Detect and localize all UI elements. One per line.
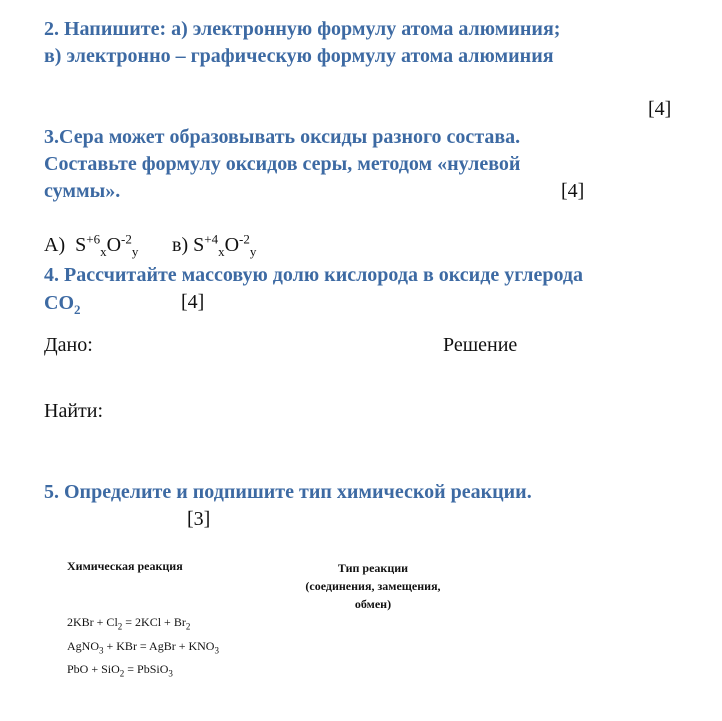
formula-a-idx1: x [100,244,107,259]
q4-co2-sub: 2 [74,302,81,317]
reaction-row-3: PbO + SiO$_2$ = PbSiO$_3$ [67,662,173,679]
q2-line2: в) электронно – графическую формулу атома алюминия [44,45,554,67]
formula-b-ox1: +4 [204,231,219,247]
q4-solution: Решение [443,334,518,356]
q4-find: Найти: [44,400,104,422]
q3-line1: 3.Сера может образовывать оксиды разного состава. [44,126,521,148]
formula-a-el1: S [75,234,87,256]
q5-score: [3] [187,508,211,530]
formula-a-ox2: -2 [121,231,132,247]
formula-b [172,231,257,259]
formula-a [44,231,139,259]
q2-line1: 2. Напишите: а) электронную формулу атома алюминия; [44,18,561,40]
formula-a-el2: O [106,234,122,256]
formula-b-idx2: y [249,244,257,259]
q3-line2: Составьте формулу оксидов серы, методом «нулевой [44,153,521,175]
table-header-type-3: обмен) [354,597,392,611]
q4-co2-main: CO [44,292,74,314]
formula-b-el2: O [224,234,240,256]
table-header-type [283,559,463,613]
q4-co2 [44,292,81,315]
reaction-row-1: $2KBr + Cl_2 = 2KCl + Br_2$ [67,615,191,632]
reaction-row-2: AgNO$_3$ + KBr = AgBr + $KNO_3$ [67,639,219,656]
table-header-type-1: Тип реакции [337,561,409,575]
formula-a-label: А) [44,234,66,256]
formula-b-ox2: -2 [239,231,250,247]
formula-b-el1: S [193,234,205,256]
q3-line3: суммы». [44,180,121,202]
table-header-type-2: (соединения, замещения, [305,579,441,593]
q5-line1: 5. Определите и подпишите тип химической реакции. [44,481,532,503]
formula-b-idx1: x [218,244,225,259]
formula-a-idx2: y [131,244,139,259]
q4-line1: 4. Рассчитайте массовую долю кислорода в оксиде углерода [44,264,584,286]
q2-score: [4] [648,98,672,120]
q3-score: [4] [561,180,585,202]
table-header-reaction: Химическая реакция [67,559,183,573]
formula-b-label: в) [172,234,189,256]
formula-a-ox1: +6 [86,231,101,247]
q4-given: Дано: [44,334,93,356]
q4-score: [4] [181,291,205,313]
